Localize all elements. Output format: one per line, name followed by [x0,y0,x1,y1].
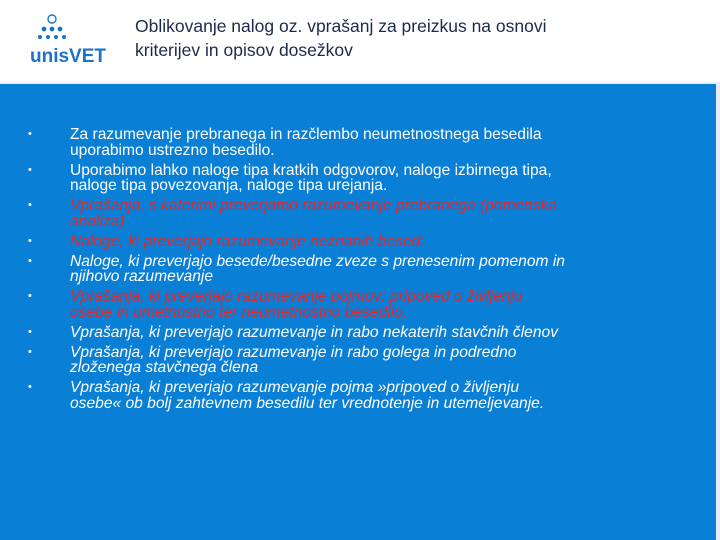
bullet-item [28,198,688,229]
bullet-line: Naloge, ki preverjajo razumevanje neznanih besed: [70,232,425,250]
slide-title [135,14,695,62]
bullet-line: zloženega stavčnega člena [70,359,259,376]
bullet-text [70,254,688,285]
bullet-dot-icon: • [28,128,32,140]
bullet-text [70,234,688,250]
bullet-dot-icon: • [28,254,32,267]
bullet-list [28,127,688,416]
bullet-dot-icon: • [28,199,32,211]
bullet-item [28,380,688,411]
bullet-line: Vprašanja, ki preverjajo razumevanje in rabo nekaterih stavčnih členov [70,323,558,341]
bullet-dot-icon: • [28,325,32,338]
bullet-line: Za razumevanje prebranega in razčlembo neumetnostnega besedila [70,126,542,143]
bullet-text [70,198,688,229]
bullet-dot-icon: • [28,163,32,176]
bullet-line: Vprašanja, s katerimi preverjamo razumevanje prebranega (pomenska [70,197,558,214]
bullet-text [70,289,688,320]
bullet-item [28,345,688,376]
bullet-line: njihovo razumevanje [70,268,214,285]
bullet-line: uporabimo ustrezno besedilo. [70,141,275,159]
bullet-dot-icon: • [28,345,32,358]
bullet-item [28,254,688,285]
bullet-item [28,127,688,158]
bullet-line: Uporabimo lahko naloge tipa kratkih odgovorov, naloge izbirnega tipa, [70,161,552,179]
bullet-text [70,380,688,411]
unisvet-logo [30,12,130,72]
title-line: Oblikovanje nalog oz. vprašanj za preizkus na osnovi [135,16,547,36]
slide-header [0,0,720,82]
bullet-item [28,289,688,320]
bullet-item [28,163,688,194]
bullet-item [28,325,688,341]
title-line: kriterijev in opisov dosežkov [135,40,353,60]
bullet-dot-icon: • [28,234,32,247]
bullet-text [70,163,688,194]
bullet-dot-icon: • [28,381,32,393]
bullet-text [70,325,688,341]
unisvet-logo-mark [30,12,130,72]
bullet-item [28,234,688,250]
bullet-text [70,345,688,376]
bullet-line: Naloge, ki preverjajo besede/besedne zveze s prenesenim pomenom in [70,252,565,270]
bullet-line: osebe« ob bolj zahtevnem besedilu ter vrednotenje in utemeljevanje. [70,394,545,412]
bullet-line: Vprašanja, ki preverjajo razumevanje in rabo golega in podredno [70,343,517,361]
bullet-line: naloge tipa povezovanja, naloge tipa urejanja. [70,177,388,194]
bullet-line: osebe in umetnostno ter neumetnostno besedilo. [70,303,408,321]
bullet-line: Vprašanja, ki preverjajo razumevanje pojmov: pripoved o življenju [70,288,523,305]
bullet-dot-icon: • [28,290,32,302]
bullet-line: analiza) [70,212,125,230]
bullet-text [70,127,688,158]
bullet-line: Vprašanja, ki preverjajo razumevanje pojma »pripoved o življenju [70,379,519,396]
logo-wordmark: unisVET [30,46,107,67]
